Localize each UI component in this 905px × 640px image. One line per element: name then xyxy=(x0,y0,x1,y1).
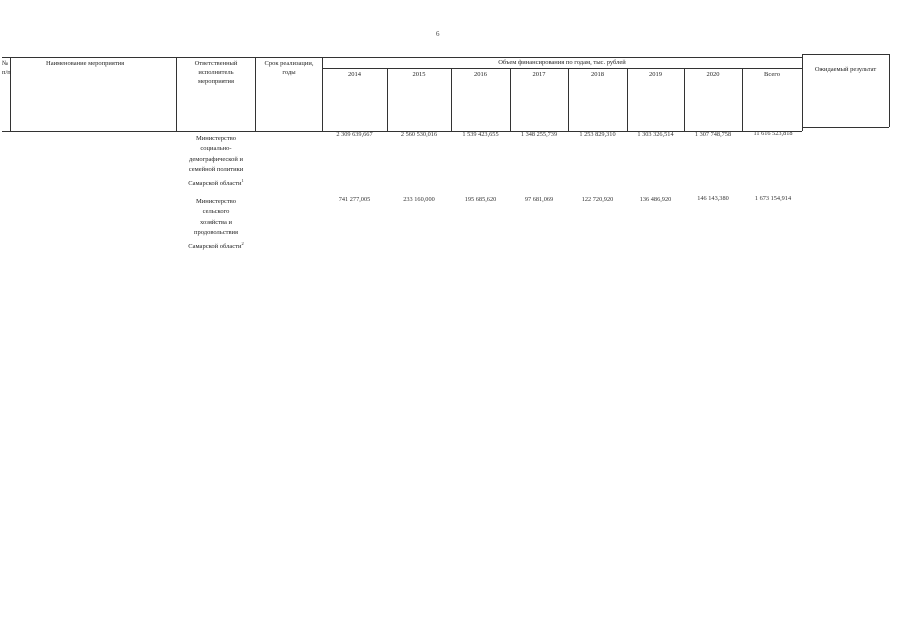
row2-executor xyxy=(176,197,256,252)
row2-footnote: 2 xyxy=(241,240,244,246)
header-year-2020: 2020 xyxy=(706,71,720,78)
header-year-2018: 2018 xyxy=(591,71,604,78)
row2-executor-line xyxy=(176,239,256,253)
header-no-line1: № xyxy=(2,60,9,67)
header-bottom-border-result xyxy=(802,127,889,128)
header-year-2016: 2016 xyxy=(474,71,487,78)
row1-value-total: 11 616 523,818 xyxy=(753,130,793,137)
table-top-border-result xyxy=(802,54,889,55)
row1-value-2014: 2 309 639,667 xyxy=(336,131,373,138)
row1-executor-line: Министерство xyxy=(195,135,237,142)
row2-value-2018: 122 720,920 xyxy=(581,196,614,203)
row1-executor-line: социально- xyxy=(200,145,232,153)
row2-value-2020: 146 143,380 xyxy=(697,195,729,202)
header-term-l1: Срок реализации, xyxy=(264,60,314,67)
years-header-line xyxy=(322,68,802,69)
row1-executor-line: демографической и xyxy=(189,155,243,163)
row1-value-2015: 2 560 530,016 xyxy=(400,131,438,138)
row1-value-2019: 1 303 326,514 xyxy=(637,131,674,138)
row2-value-2015: 233 160,000 xyxy=(403,196,435,203)
row1-value-2017: 1 348 255,739 xyxy=(520,131,558,138)
header-executor-l3: мероприятия xyxy=(197,78,234,85)
row2-executor-line: Министерство xyxy=(195,198,237,205)
row2-executor-line: продовольствия xyxy=(193,229,238,237)
header-result: Ожидаемый результат xyxy=(814,66,877,73)
row1-executor xyxy=(176,134,256,189)
row2-value-2017: 97 681,069 xyxy=(524,196,554,203)
row2-value-2016: 195 685,620 xyxy=(464,196,497,203)
header-year-2017: 2017 xyxy=(532,71,546,78)
row1-executor-line: семейной политики xyxy=(188,166,244,174)
row2-executor-last: Самарской области xyxy=(188,242,242,250)
table-top-border xyxy=(2,57,802,58)
row1-value-2018: 1 253 829,310 xyxy=(579,131,616,138)
row2-executor-line: хозяйства и xyxy=(200,218,232,226)
row1-footnote: 1 xyxy=(241,177,244,183)
header-no-line2: п/п xyxy=(2,69,11,76)
header-term-l2: годы xyxy=(282,69,296,76)
header-year-2019: 2019 xyxy=(649,71,662,78)
row2-value-2019: 136 486,920 xyxy=(639,196,672,203)
row1-executor-last: Самарской области xyxy=(188,179,242,187)
header-executor-l2: исполнитель xyxy=(198,69,234,76)
row1-value-2016: 1 539 423,655 xyxy=(462,131,499,138)
row1-executor-line xyxy=(176,176,256,190)
row2-executor-line: сельского xyxy=(202,208,230,216)
header-executor-l1: Ответственный xyxy=(194,60,238,67)
col-divider-term xyxy=(322,57,323,131)
table-right-border xyxy=(889,54,890,127)
row2-value-2014: 741 277,005 xyxy=(338,196,371,203)
header-year-2015: 2015 xyxy=(412,71,426,78)
row2-value-total: 1 673 154,914 xyxy=(754,195,792,202)
page-number: 6 xyxy=(436,30,440,38)
row1-value-2020: 1 307 748,758 xyxy=(694,131,732,138)
header-total: Всего xyxy=(764,71,780,78)
header-year-2014: 2014 xyxy=(348,71,361,78)
header-funding: Объем финансирования по годам, тыс. рублей xyxy=(498,59,626,66)
header-name: Наименование мероприятия xyxy=(46,60,125,67)
